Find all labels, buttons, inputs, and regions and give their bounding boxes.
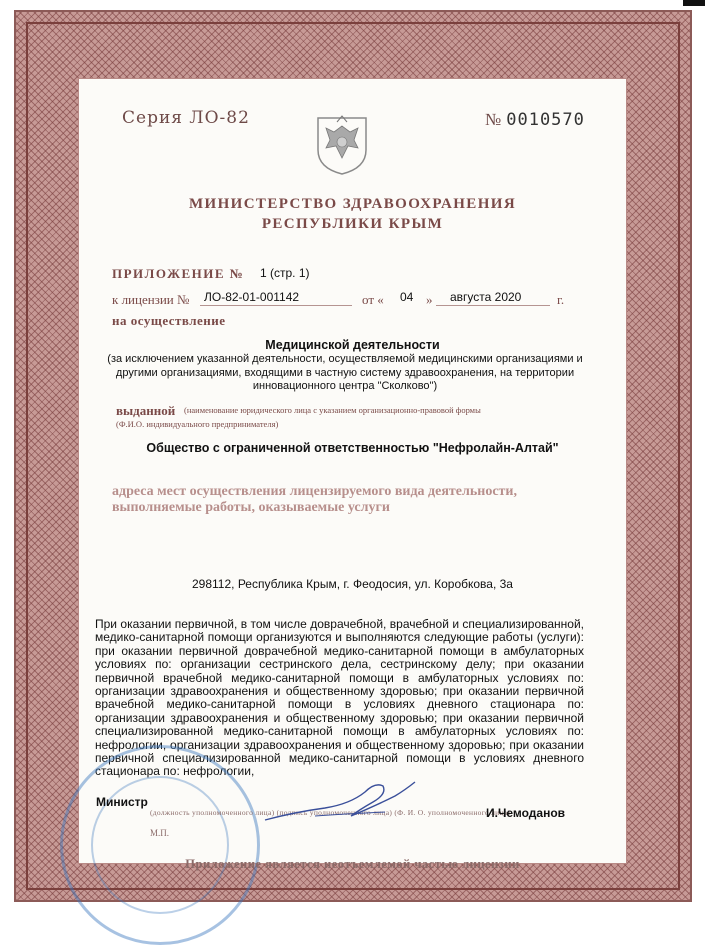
appendix-label: ПРИЛОЖЕНИЕ № bbox=[112, 266, 245, 281]
series-label: Серия ЛО-82 bbox=[122, 108, 250, 128]
issued-hint-legal-entity: (наименование юридического лица с указанием организационно-правовой формы bbox=[184, 405, 481, 415]
license-date-underline bbox=[436, 305, 550, 306]
services-description: При оказании первичной, в том числе доврачебной, врачебной и специализированной, медико-санитарной помощи организуются и выполняются следующие работы (услуги): при оказании первичной доврачебной медико-санитарной помощи в амбулаторных условиях по: организации сестринского дела, сестринскому делу; при оказании первичной врачебной медико-санитарной помощи в амбулаторных условиях по: организации здравоохранения и общественному здоровью; при оказании первичной врачебной медико-санитарной помощи в условиях дневного стационара по: организации здравоохранения и общественному здоровью; при оказании первичной специализированной медико-санитарной помощи в амбулаторных условиях по: нефрологии, организации здравоохранения и общественному здоровью; при оказании первичной специализированной медико-санитарной помощи в условиях дневного стационара по: нефрологии, bbox=[95, 617, 584, 779]
signer-position: Министр bbox=[96, 795, 148, 809]
appendix-value: 1 (стр. 1) bbox=[260, 266, 310, 280]
ministry-name-line1: МИНИСТЕРСТВО ЗДРАВООХРАНЕНИЯ bbox=[188, 196, 517, 212]
official-stamp bbox=[60, 745, 260, 945]
license-number-underline bbox=[200, 305, 352, 306]
license-date-day-close: » bbox=[426, 292, 433, 307]
address-value: 298112, Республика Крым, г. Феодосия, ул. Коробкова, 3а bbox=[192, 577, 513, 591]
handwritten-signature bbox=[255, 772, 435, 832]
activity-name: Медицинской деятельности bbox=[265, 338, 440, 352]
license-label: к лицензии № bbox=[112, 292, 190, 307]
license-number: ЛО-82-01-001142 bbox=[204, 290, 300, 304]
issued-hint-entrepreneur: (Ф.И.О. индивидуального предпринимателя) bbox=[116, 419, 279, 429]
form-number bbox=[485, 110, 585, 130]
ministry-name-line2: РЕСПУБЛИКИ КРЫМ bbox=[261, 216, 444, 232]
activity-label: на осуществление bbox=[112, 313, 226, 328]
coat-of-arms-icon bbox=[312, 110, 372, 176]
scan-corner-mark bbox=[683, 0, 705, 6]
activity-note: (за исключением указанной деятельности, осуществляемой медицинскими организациями и другими организациями, входящими в частную систему здравоохранения, на территории инновационного центра "Сколково") bbox=[107, 353, 583, 392]
signature-field-hints: (должность уполномоченного лица) (подпись уполномоченного лица) (Ф. И. О. уполномоченного лица) bbox=[150, 808, 511, 817]
organization-name: Общество с ограниченной ответственностью "Нефролайн-Алтай" bbox=[146, 441, 559, 455]
footer-note: Приложение является неотъемлемой частью лицензии bbox=[185, 857, 520, 871]
number-value: 0010570 bbox=[506, 110, 585, 130]
seal-place-label: М.П. bbox=[150, 828, 170, 838]
signer-name: И.Чемоданов bbox=[486, 806, 566, 820]
number-sign: № bbox=[485, 110, 503, 129]
issued-label: выданной bbox=[116, 403, 176, 418]
address-label: адреса мест осуществления лицензируемого вида деятельности, выполняемые работы, оказываемые услуги bbox=[112, 484, 517, 515]
license-date-month-year: августа 2020 bbox=[450, 290, 522, 304]
license-date-day: 04 bbox=[400, 290, 414, 304]
license-date-year-suffix: г. bbox=[557, 292, 565, 307]
license-date-from-label: от « bbox=[362, 292, 384, 307]
